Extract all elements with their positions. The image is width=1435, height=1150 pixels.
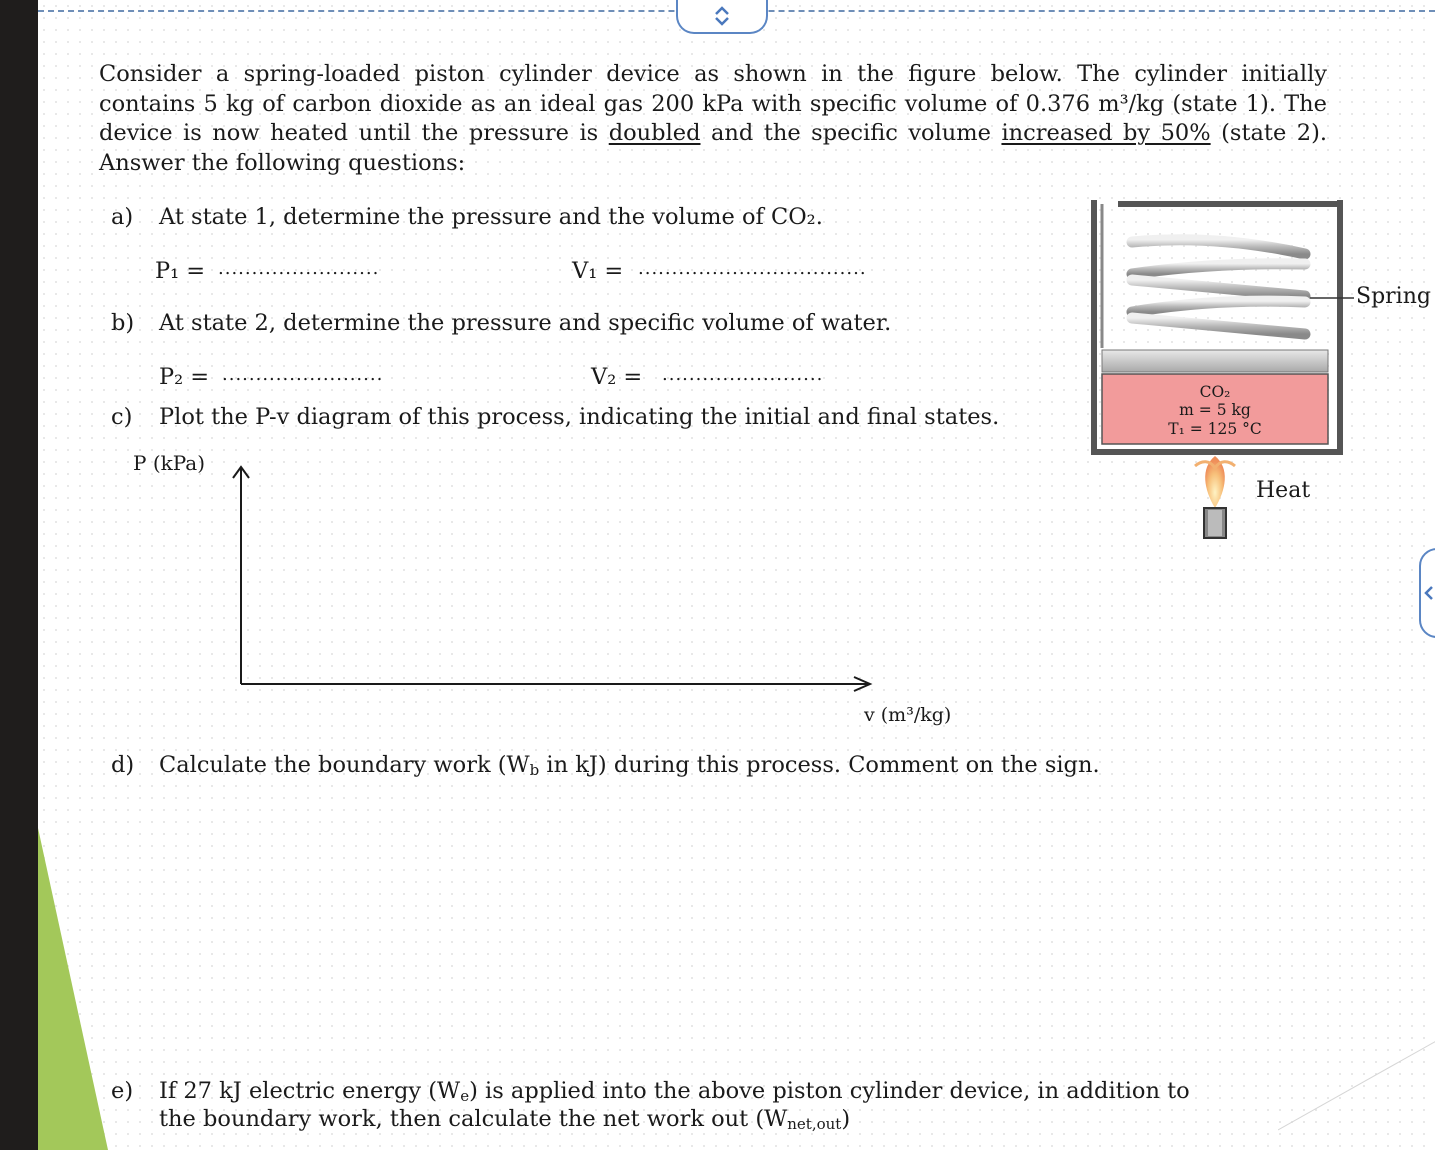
- doubled-underline: doubled: [608, 120, 701, 146]
- gas-mass-label: m = 5 kg: [1179, 401, 1251, 419]
- question-c-label: c): [111, 404, 133, 430]
- p1-label: P₁ =: [155, 258, 206, 284]
- p2-blank[interactable]: ........................: [222, 364, 384, 385]
- p1-blank[interactable]: ........................: [218, 258, 380, 279]
- plot-x-label: v (m³/kg): [864, 704, 952, 726]
- pv-plot-axes: [228, 462, 878, 692]
- heat-label: Heat: [1256, 478, 1311, 503]
- decor-line: [1278, 1000, 1435, 1150]
- piston: [1102, 350, 1328, 372]
- plot-y-label: P (kPa): [133, 451, 206, 475]
- question-d-label: d): [111, 752, 135, 778]
- gas-name-label: CO₂: [1199, 383, 1231, 401]
- question-c-text: Plot the P-v diagram of this process, indicating the initial and final states.: [159, 404, 1000, 430]
- question-a-label: a): [111, 204, 134, 230]
- v1-blank[interactable]: ..................................: [638, 258, 867, 279]
- question-d-text: Calculate the boundary work ($W_b$ in kJ) during this process. Comment on the sign.: [159, 752, 1100, 779]
- increased-underline: increased by 50%: [1001, 120, 1211, 146]
- gas-temp-label: T₁ = 125 °C: [1168, 420, 1262, 438]
- scroll-toggle-button[interactable]: [676, 0, 768, 34]
- question-b-text: At state 2, determine the pressure and specific volume of water.: [159, 310, 892, 336]
- v2-label: V₂ =: [591, 364, 643, 390]
- flame-icon: [1205, 456, 1225, 508]
- v2-blank[interactable]: ........................: [662, 364, 824, 385]
- side-panel-handle[interactable]: [1419, 548, 1435, 638]
- spring-label: Spring: [1356, 284, 1431, 309]
- window-left-edge: [0, 0, 38, 1150]
- intro-paragraph: Consider a spring-loaded piston cylinder device as shown in the figure below. The cylinder initially contains 5 kg of carbon dioxide as an ideal gas 200 kPa with specific volume of 0.376 m³/kg (state 1). The device is now heated until the pressure is doubled and the specific volume increased by 50% (state 2). Answer the following questions:: [99, 61, 1328, 176]
- question-e-line2: the boundary work, then calculate the net work out $(W_{net,out})$: [159, 1106, 851, 1133]
- spring: [1132, 240, 1305, 350]
- question-e-line1: If 27 kJ electric energy $(W_e)$ is applied into the above piston cylinder device, in addition to: [159, 1078, 1190, 1105]
- question-a-text: At state 1, determine the pressure and the volume of CO₂.: [159, 204, 823, 230]
- p2-label: P₂ =: [159, 364, 210, 390]
- chevron-up-down-icon: [712, 4, 732, 28]
- v1-label: V₁ =: [572, 258, 624, 284]
- question-e-label: e): [111, 1078, 134, 1104]
- chevron-left-icon: [1423, 583, 1435, 603]
- question-b-label: b): [111, 310, 135, 336]
